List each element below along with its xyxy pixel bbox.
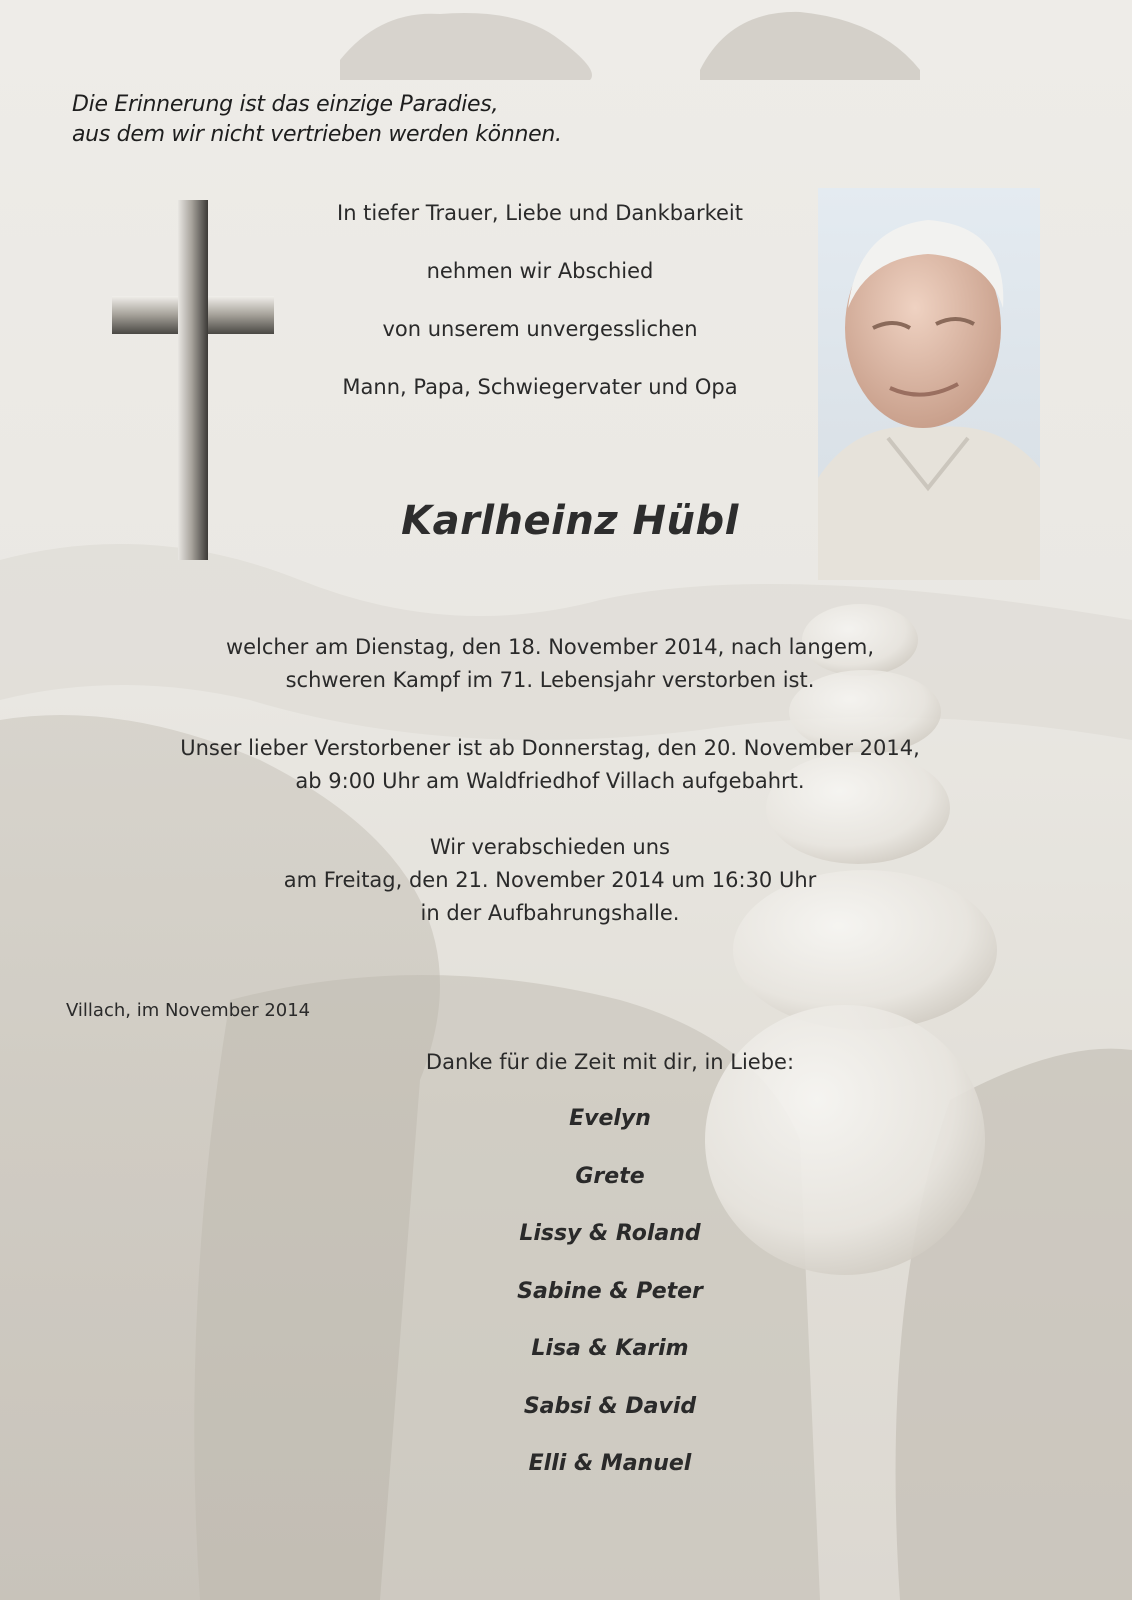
family-member: Sabsi & David xyxy=(523,1393,697,1419)
intro-line-3: von unserem unvergesslichen xyxy=(382,317,698,341)
farewell-line-2: am Freitag, den 21. November 2014 um 16:30 Uhr xyxy=(283,868,817,892)
sea-rock-right xyxy=(700,12,920,80)
portrait-image xyxy=(818,188,1040,580)
deceased-name: Karlheinz Hübl xyxy=(401,498,739,544)
memorial-quote xyxy=(72,90,562,150)
farewell-line-3: in der Aufbahrungshalle. xyxy=(420,901,680,925)
farewell-line-1: Wir verabschieden uns xyxy=(430,835,670,859)
viewing-line-2: ab 9:00 Uhr am Waldfriedhof Villach aufgebahrt. xyxy=(295,769,805,793)
family-member: Grete xyxy=(575,1163,645,1189)
quote-line-1: Die Erinnerung ist das einzige Paradies, xyxy=(72,92,499,117)
cross-icon xyxy=(112,200,274,560)
viewing-info xyxy=(140,732,960,798)
family-member: Lissy & Roland xyxy=(519,1221,701,1246)
place-date: Villach, im November 2014 xyxy=(66,1000,311,1021)
intro-text xyxy=(300,196,780,428)
portrait-photo xyxy=(818,188,1040,580)
viewing-line-1: Unser lieber Verstorbener ist ab Donnerstag, den 20. November 2014, xyxy=(180,736,920,760)
intro-line-4: Mann, Papa, Schwiegervater und Opa xyxy=(342,375,738,399)
sea-rock-left xyxy=(340,13,592,80)
farewell-info xyxy=(140,831,960,930)
family-member: Sabine & Peter xyxy=(517,1278,703,1304)
family-member: Elli & Manuel xyxy=(528,1451,692,1476)
intro-line-2: nehmen wir Abschied xyxy=(426,259,654,283)
death-notice-line-1: welcher am Dienstag, den 18. November 2014, nach langem, xyxy=(225,635,875,659)
family-list xyxy=(410,1104,810,1507)
intro-line-1: In tiefer Trauer, Liebe und Dankbarkeit xyxy=(337,201,743,225)
thanks-line: Danke für die Zeit mit dir, in Liebe: xyxy=(425,1050,795,1074)
family-member: Evelyn xyxy=(569,1106,651,1131)
family-member: Lisa & Karim xyxy=(531,1336,689,1361)
death-notice-line-2: schweren Kampf im 71. Lebensjahr verstorben ist. xyxy=(285,668,815,692)
death-notice xyxy=(140,631,960,697)
quote-line-2: aus dem wir nicht vertrieben werden können. xyxy=(72,122,562,147)
